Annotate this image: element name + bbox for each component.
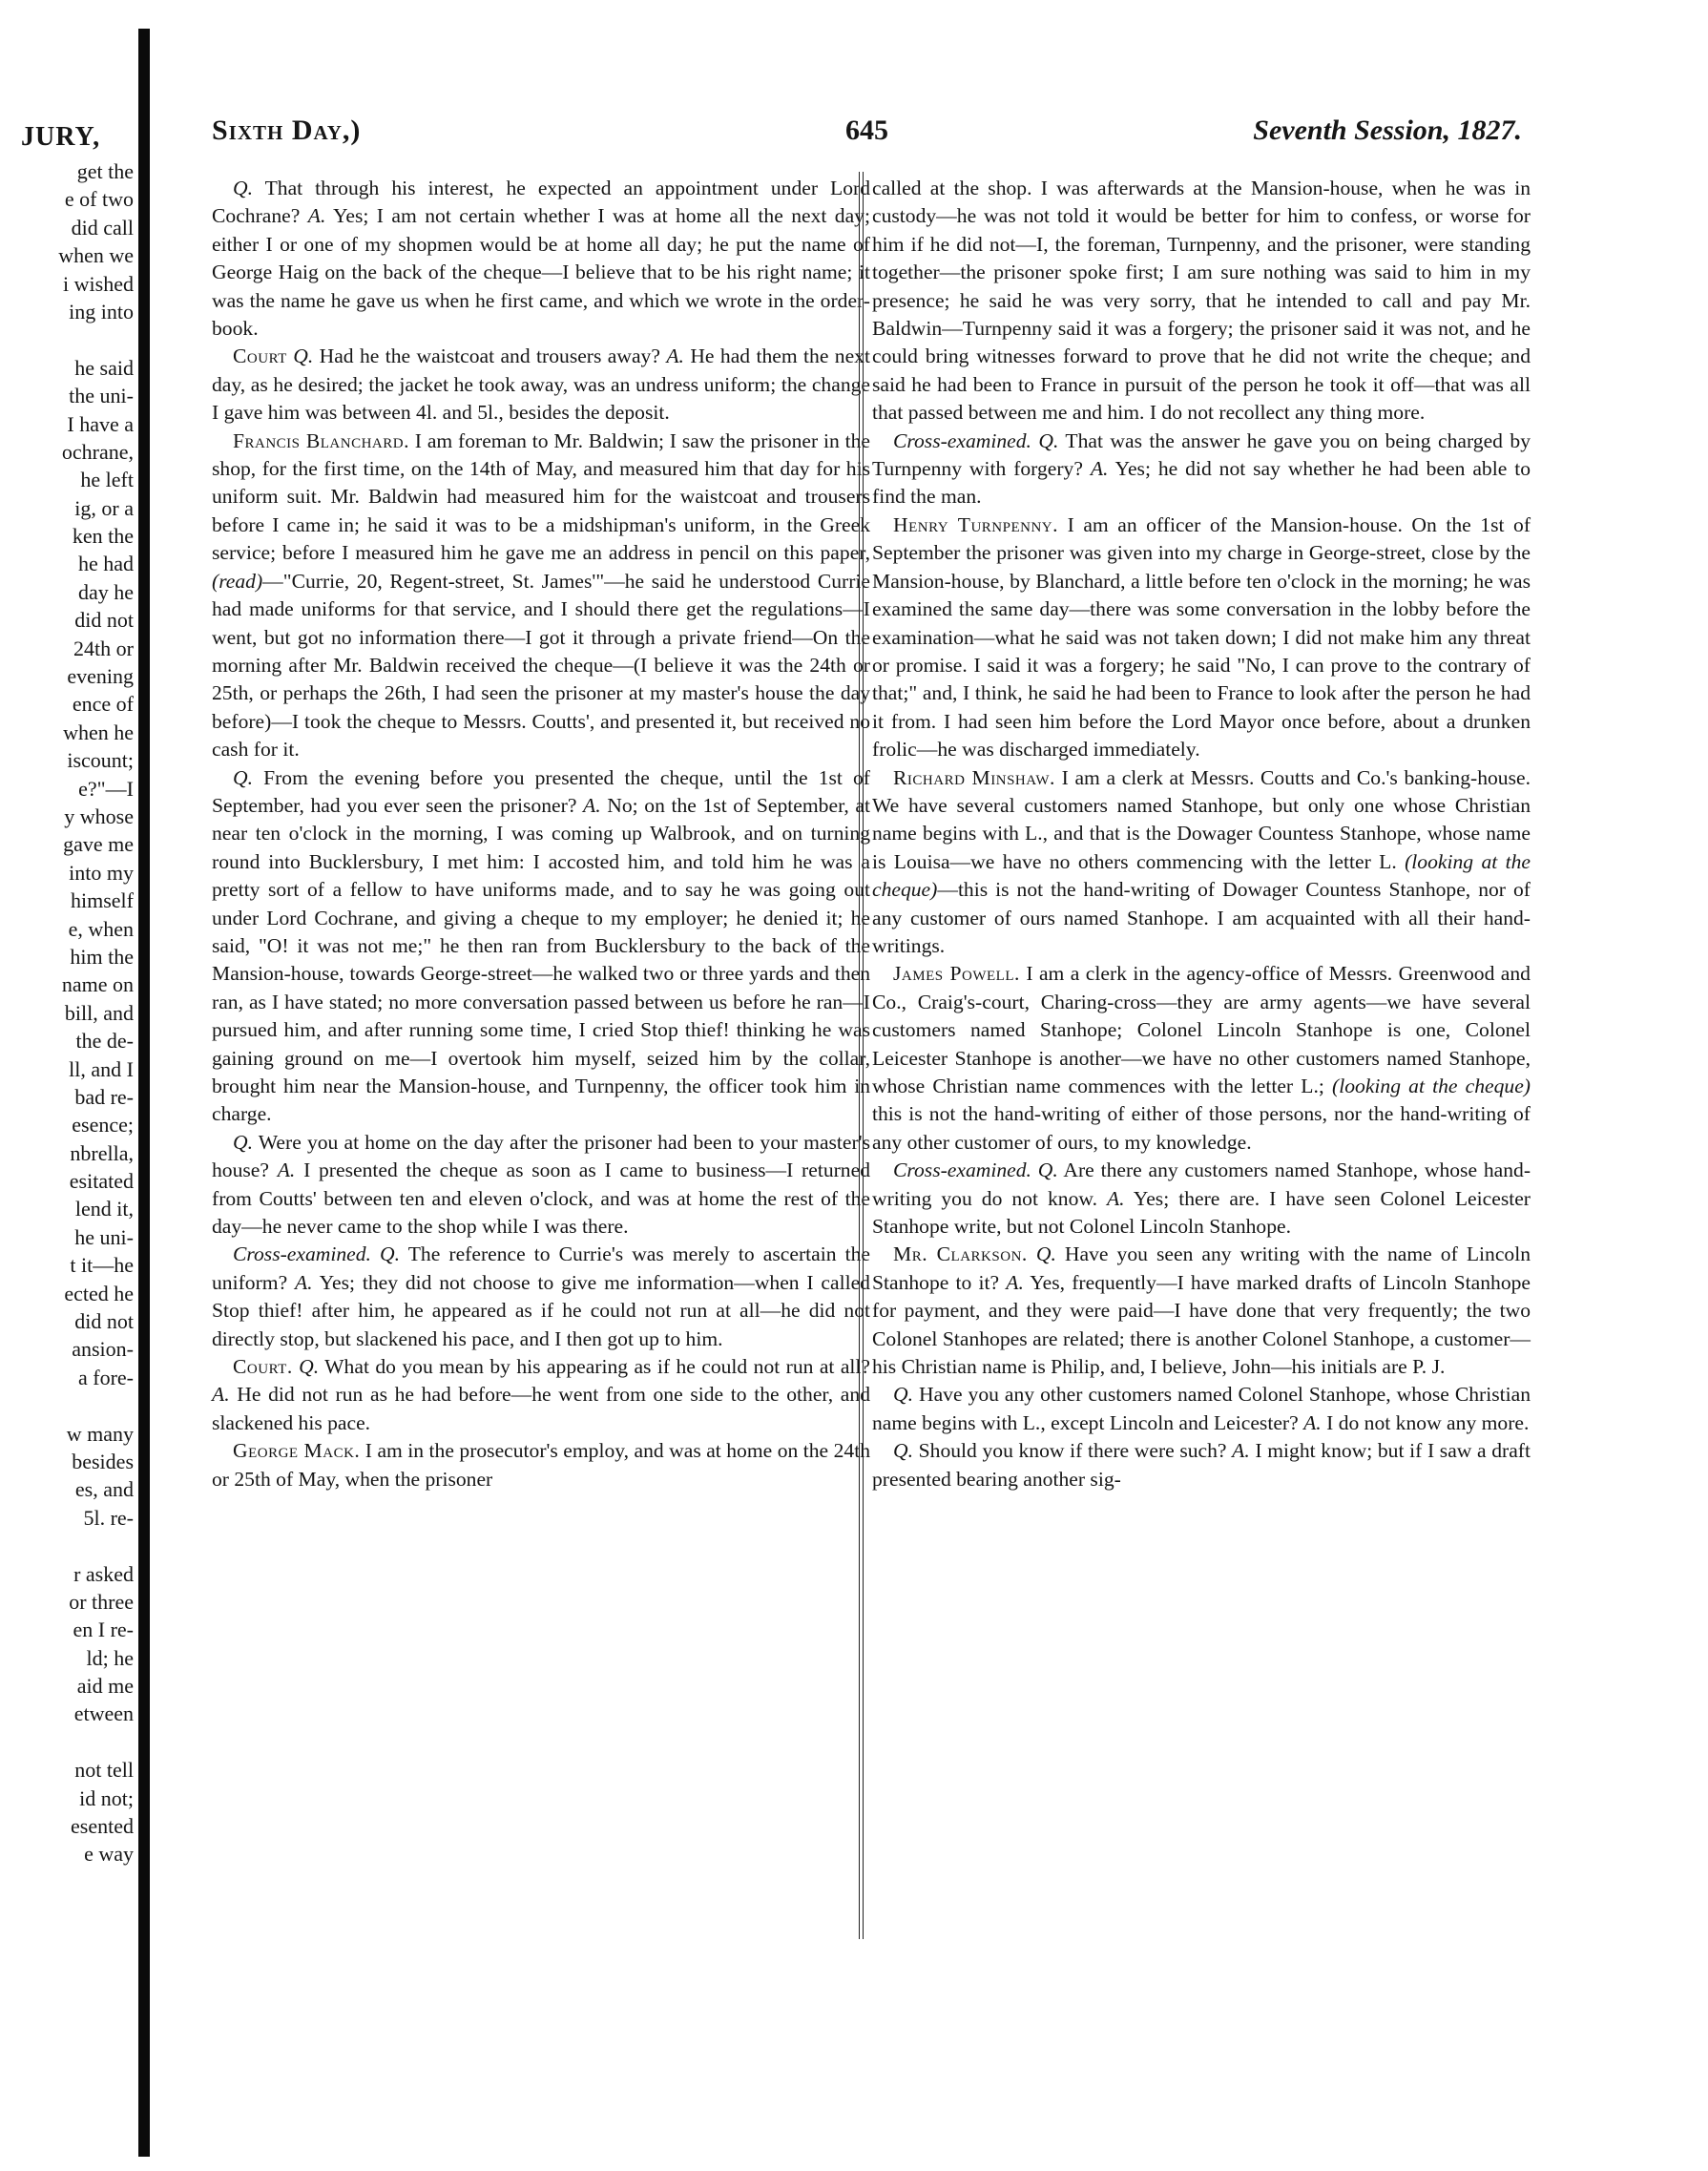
answer-text: Yes; he did not say whether he had been able to find the man. bbox=[872, 457, 1531, 509]
answer-label: A. bbox=[1090, 457, 1109, 481]
paragraph bbox=[872, 175, 1531, 428]
question-text: The reference to Currie's was merely to ascertain the uniform? bbox=[212, 1242, 870, 1294]
previous-page-line: etween bbox=[73, 1701, 134, 1726]
previous-page-line: day he bbox=[77, 579, 134, 604]
question-label: Q. bbox=[380, 1242, 401, 1266]
paragraph bbox=[872, 1241, 1531, 1381]
answer-text: Yes; there are. I have seen Colonel Leicester Stanhope write, but not Colonel Lincoln Stanhope. bbox=[872, 1186, 1531, 1239]
question-text: What do you mean by his appearing as if he could not run at all? bbox=[319, 1355, 870, 1379]
running-head-left: Sixth Day,) bbox=[212, 115, 362, 146]
previous-page-line: not tell bbox=[74, 1758, 134, 1783]
previous-page-line bbox=[8, 325, 134, 353]
previous-page-line bbox=[8, 1728, 134, 1756]
previous-page-line: es, and bbox=[74, 1477, 134, 1502]
previous-page-line: name on bbox=[61, 972, 134, 997]
question-label: Q. bbox=[293, 344, 314, 368]
previous-page-line: or three bbox=[69, 1589, 134, 1614]
right-column bbox=[872, 175, 1531, 1493]
previous-page-line: him the bbox=[70, 944, 134, 969]
speaker-name: James Powell. bbox=[893, 962, 1020, 986]
previous-page-line: w many bbox=[66, 1421, 134, 1446]
running-head-right: Seventh Session, 1827. bbox=[1253, 115, 1522, 146]
paragraph bbox=[212, 764, 870, 1129]
speaker-name: Richard Minshaw. bbox=[893, 765, 1055, 789]
paragraph bbox=[212, 1437, 870, 1493]
answer-label: A. bbox=[307, 204, 326, 228]
previous-page-line bbox=[8, 1532, 134, 1559]
previous-page-line: aid me bbox=[76, 1674, 134, 1699]
answer-text: Yes, frequently—I have marked drafts of Lincoln Stanhope for payment, and they were paid—I have done that very frequently; the two Colonel Stanhopes are related; there is another Colonel Stanhope, a customer—his Christian name is Philip, and, I believe, John—his initials are P. J. bbox=[872, 1270, 1531, 1379]
answer-text: I presented the cheque as soon as I came to business—I returned from Coutts' between ten and eleven o'clock, and was at home the rest of the day—he never came to the shop while I was there. bbox=[212, 1159, 870, 1239]
paragraph bbox=[212, 1353, 870, 1437]
question-text: Have you any other customers named Colonel Stanhope, whose Christian name begins with L., except Lincoln and Leicester? bbox=[872, 1383, 1531, 1434]
question-text: Had he the waistcoat and trousers away? bbox=[313, 344, 667, 368]
previous-page-line: en I re- bbox=[73, 1618, 134, 1642]
previous-page-line: did call bbox=[71, 215, 134, 240]
testimony-text: this is not the hand-writing of either of those persons, nor the hand-writing of any other customer of ours, to my knowledge. bbox=[872, 1102, 1531, 1154]
previous-page-line: ll, and I bbox=[69, 1056, 134, 1081]
previous-page-line: 5l. re- bbox=[83, 1505, 134, 1530]
answer-label: A. bbox=[294, 1270, 313, 1294]
previous-page-line: ansion- bbox=[72, 1337, 134, 1362]
paragraph bbox=[872, 428, 1531, 511]
previous-page-line: the uni- bbox=[69, 384, 134, 408]
running-head bbox=[212, 115, 1522, 160]
previous-page-line: 24th or bbox=[73, 636, 134, 660]
previous-page-line: id not; bbox=[79, 1785, 134, 1810]
cross-examined-label: Cross-examined. bbox=[233, 1242, 371, 1266]
previous-page-line: get the bbox=[76, 159, 134, 183]
question-label: Q. bbox=[233, 177, 253, 199]
previous-page-line: r asked bbox=[73, 1561, 134, 1586]
binding-spine-shadow bbox=[138, 29, 150, 2157]
previous-page-line: ence of bbox=[72, 692, 134, 717]
answer-text: No; on the 1st of September, at near ten o'clock in the morning, I was coming up Walbrook, and on turning round into Bucklersbury, I met him: I accosted him, and told him he was a pretty sort of a fellow to have uniforms made, and to say he was going out under Lord Cochrane, and giving a cheque to my employer; he denied it; he said, "O! it was not me;" he then ran from Bucklersbury to the back of the Mansion-house, towards George-street—he walked two or three yards and then ran, as I have stated; no more conversation passed between us before he ran—I pursued him, and after running some time, I cried Stop thief! thinking he was gaining ground on me—I overtook him myself, seized him by the collar, brought him near the Mansion-house, and Turnpenny, the officer took him in charge. bbox=[212, 793, 870, 1126]
previous-page-line: gave me bbox=[63, 832, 134, 857]
previous-page-line: when we bbox=[58, 243, 134, 268]
previous-page-line: e, when bbox=[68, 916, 134, 941]
answer-label: A. bbox=[1303, 1410, 1322, 1434]
speaker-name: Court. bbox=[233, 1355, 293, 1379]
answer-text: Yes; they did not choose to give me information—when I called Stop thief! after him, he appeared as if he could not run at all—he did not directly stop, but slackened his pace, and I then got up to him. bbox=[212, 1270, 870, 1350]
testimony-text: I am foreman to Mr. Baldwin; I saw the prisoner in the shop, for the first time, on the 14th of May, and measured him that day for his uniform suit. Mr. Baldwin had measured him for the waistcoat and trousers before I came in; he said it was to be a midshipman's uniform, in the Greek service; before I measured him he gave me an address in pencil on this paper, bbox=[212, 428, 870, 565]
answer-label: A. bbox=[1006, 1270, 1024, 1294]
previous-page-line: e of two bbox=[64, 187, 134, 212]
previous-page-line: into my bbox=[69, 860, 134, 885]
stage-direction: (read) bbox=[212, 569, 263, 593]
previous-page-line: besides bbox=[72, 1449, 134, 1473]
previous-page-line: evening bbox=[67, 664, 134, 689]
previous-page-line: lend it, bbox=[74, 1197, 134, 1221]
answer-label: A. bbox=[212, 1383, 230, 1407]
cross-examined-label: Cross-examined. bbox=[893, 428, 1031, 452]
answer-label: A. bbox=[583, 793, 601, 817]
previous-page-line: e?"—I bbox=[78, 776, 134, 801]
previous-page-line: ld; he bbox=[86, 1645, 134, 1670]
paragraph bbox=[212, 1241, 870, 1353]
previous-page-line: he uni- bbox=[74, 1224, 134, 1249]
testimony-text: called at the shop. I was afterwards at the Mansion-house, when he was in custody—he was not told it would be better for him to confess, or worse for him if he did not—I, the foreman, Turnpenny, and the prisoner, were standing together—the prisoner spoke first; I am sure nothing was said to him in my presence; he said he was very sorry, that he intended to call and pay Mr. Baldwin—Turnpenny said it was a forgery; the prisoner said it was not, and he could bring witnesses forward to prove that he did not write the cheque; and said he had been to France in pursuit of the person he took it off—that was all that passed between me and him. I do not recollect any thing more. bbox=[872, 177, 1531, 425]
previous-page-line: bill, and bbox=[64, 1000, 134, 1025]
testimony-text: —this is not the hand-writing of Dowager Countess Stanhope, nor of any customer of ours named Stanhope. I am acquainted with all their hand-writings. bbox=[872, 878, 1531, 957]
testimony-text: I am a clerk in the agency-office of Messrs. Greenwood and Co., Craig's-court, Charing-cross—they are army agents—we have several customers named Stanhope; Colonel Lincoln Stanhope is one, Colonel Leicester Stanhope is another—we have no other customers named Stanhope, whose Christian name commences with the letter L.; bbox=[872, 962, 1531, 1097]
cross-examined-label: Cross-examined. bbox=[893, 1159, 1031, 1182]
answer-text: He had them the next day, as he desired; the jacket he took away, was an undress uniform; the change I gave him was between 4l. and 5l., besides the deposit. bbox=[212, 344, 870, 425]
stage-direction: (looking at the cheque) bbox=[872, 849, 1531, 902]
previous-page-line: ing into bbox=[69, 299, 134, 324]
paragraph bbox=[212, 343, 870, 427]
answer-label: A. bbox=[666, 344, 684, 368]
previous-page-running-head: JURY, bbox=[21, 122, 101, 152]
previous-page-line: esence; bbox=[72, 1113, 134, 1138]
answer-text: I might know; but if I saw a draft presented bearing another sig- bbox=[872, 1439, 1531, 1491]
question-label: Q. bbox=[893, 1383, 913, 1407]
speaker-name: Court bbox=[233, 344, 287, 368]
previous-page-line: y whose bbox=[64, 804, 134, 828]
previous-page-line: t it—he bbox=[70, 1253, 134, 1278]
previous-page-line bbox=[8, 1391, 134, 1419]
question-label: Q. bbox=[1038, 428, 1059, 452]
question-label: Q. bbox=[1035, 1242, 1056, 1266]
paragraph bbox=[872, 1437, 1531, 1493]
question-text: That was the answer he gave you on being charged by Turnpenny with forgery? bbox=[872, 428, 1531, 481]
previous-page-line: did not bbox=[74, 608, 134, 633]
previous-page-line: ken the bbox=[72, 524, 134, 549]
question-label: Q. bbox=[233, 765, 253, 789]
previous-page-line: esented bbox=[71, 1814, 134, 1839]
previous-page-line: I have a bbox=[67, 411, 134, 436]
paragraph bbox=[872, 764, 1531, 961]
previous-page-fragment bbox=[8, 157, 134, 1868]
paragraph bbox=[212, 428, 870, 764]
question-text: That through his interest, he expected an appointment under Lord Cochrane? bbox=[212, 177, 870, 228]
column-divider-rule bbox=[859, 172, 864, 1939]
question-label: Q. bbox=[1037, 1159, 1058, 1182]
speaker-name: George Mack. bbox=[233, 1439, 361, 1463]
previous-page-line: esitated bbox=[69, 1169, 134, 1194]
previous-page-line: ochrane, bbox=[61, 439, 134, 464]
question-text: Were you at home on the day after the prisoner had been to your master's house? bbox=[212, 1130, 870, 1182]
answer-label: A. bbox=[277, 1159, 296, 1182]
testimony-text: I am in the prosecutor's employ, and was at home on the 24th or 25th of May, when the prisoner bbox=[212, 1439, 870, 1491]
previous-page-line: a fore- bbox=[77, 1365, 134, 1389]
paragraph bbox=[872, 960, 1531, 1157]
paragraph bbox=[872, 511, 1531, 764]
question-text: From the evening before you presented the cheque, until the 1st of September, had you ever seen the prisoner? bbox=[212, 765, 870, 817]
left-column bbox=[212, 175, 870, 1493]
question-label: Q. bbox=[893, 1439, 913, 1463]
previous-page-line: e way bbox=[84, 1842, 134, 1867]
question-label: Q. bbox=[299, 1355, 320, 1379]
stage-direction: (looking at the cheque) bbox=[1332, 1075, 1531, 1097]
page-number: 645 bbox=[845, 115, 888, 146]
answer-label: A. bbox=[1232, 1439, 1250, 1463]
question-text: Have you seen any writing with the name of Lincoln Stanhope to it? bbox=[872, 1242, 1531, 1294]
speaker-name: Henry Turnpenny. bbox=[893, 512, 1059, 536]
previous-page-line: i wished bbox=[63, 271, 134, 296]
paragraph bbox=[212, 1129, 870, 1242]
previous-page-line: the de- bbox=[75, 1029, 134, 1054]
previous-page-line: he had bbox=[77, 552, 134, 576]
speaker-name: Mr. Clarkson. bbox=[893, 1242, 1028, 1266]
testimony-text: —"Currie, 20, Regent-street, St. James'"—he said he understood Currie had made uniforms for that service, and I should there get the regulations—I went, but got no information there—I got it through a private friend—On the morning after Mr. Baldwin received the cheque—(I believe it was the 24th or 25th, or perhaps the 26th, I had seen the prisoner at my master's house the day before)—I took the cheque to Messrs. Coutts', and presented it, but received no cash for it. bbox=[212, 569, 870, 762]
previous-page-line: himself bbox=[71, 888, 134, 913]
previous-page-line: ected he bbox=[64, 1281, 134, 1305]
answer-text: I do not know any more. bbox=[1321, 1410, 1530, 1434]
question-text: Are there any customers named Stanhope, whose hand-writing you do not know. bbox=[872, 1159, 1531, 1210]
answer-text: He did not run as he had before—he went from one side to the other, and slackened his pace. bbox=[212, 1383, 870, 1434]
previous-page-line: iscount; bbox=[67, 748, 134, 773]
testimony-text: I am an officer of the Mansion-house. On the 1st of September the prisoner was given into my charge in George-street, close by the Mansion-house, by Blanchard, a little before ten o'clock in the morning; he was examined the same day—there was some conversation in the lobby before the examination—what he said was not taken down; I did not make him any threat or promise. I said it was a forgery; he said "No, I can prove to the contrary of that;" and, I think, he said he had been to France to look after the person he had it from. I had seen him before the Lord Mayor once before, about a drunken frolic—he was discharged immediately. bbox=[872, 512, 1531, 762]
question-text: Should you know if there were such? bbox=[913, 1439, 1233, 1463]
paragraph bbox=[872, 1381, 1531, 1437]
answer-text: Yes; I am not certain whether I was at home all the next day; either I or one of my shopmen would be at home all day; he put the name of George Haig on the back of the cheque—I believe that to be his right name; it was the name he gave us when he first came, and which we wrote in the order-book. bbox=[212, 204, 870, 341]
previous-page-line: he left bbox=[80, 468, 134, 492]
previous-page-line: bad re- bbox=[74, 1084, 134, 1109]
previous-page-line: nbrella, bbox=[70, 1140, 134, 1165]
paragraph bbox=[212, 175, 870, 343]
answer-label: A. bbox=[1106, 1186, 1125, 1210]
previous-page-line: did not bbox=[74, 1309, 134, 1334]
previous-page-line: when he bbox=[63, 720, 134, 744]
previous-page-line: he said bbox=[74, 355, 134, 380]
testimony-text: I am a clerk at Messrs. Coutts and Co.'s banking-house. We have several customers named Stanhope, but only one whose Christian name begins with L., and that is the Dowager Countess Stanhope, whose name is Louisa—we have no others commencing with the letter L. bbox=[872, 765, 1531, 873]
question-label: Q. bbox=[233, 1130, 253, 1154]
paragraph bbox=[872, 1157, 1531, 1241]
previous-page-line: ig, or a bbox=[74, 495, 134, 520]
speaker-name: Francis Blanchard. bbox=[233, 428, 409, 452]
